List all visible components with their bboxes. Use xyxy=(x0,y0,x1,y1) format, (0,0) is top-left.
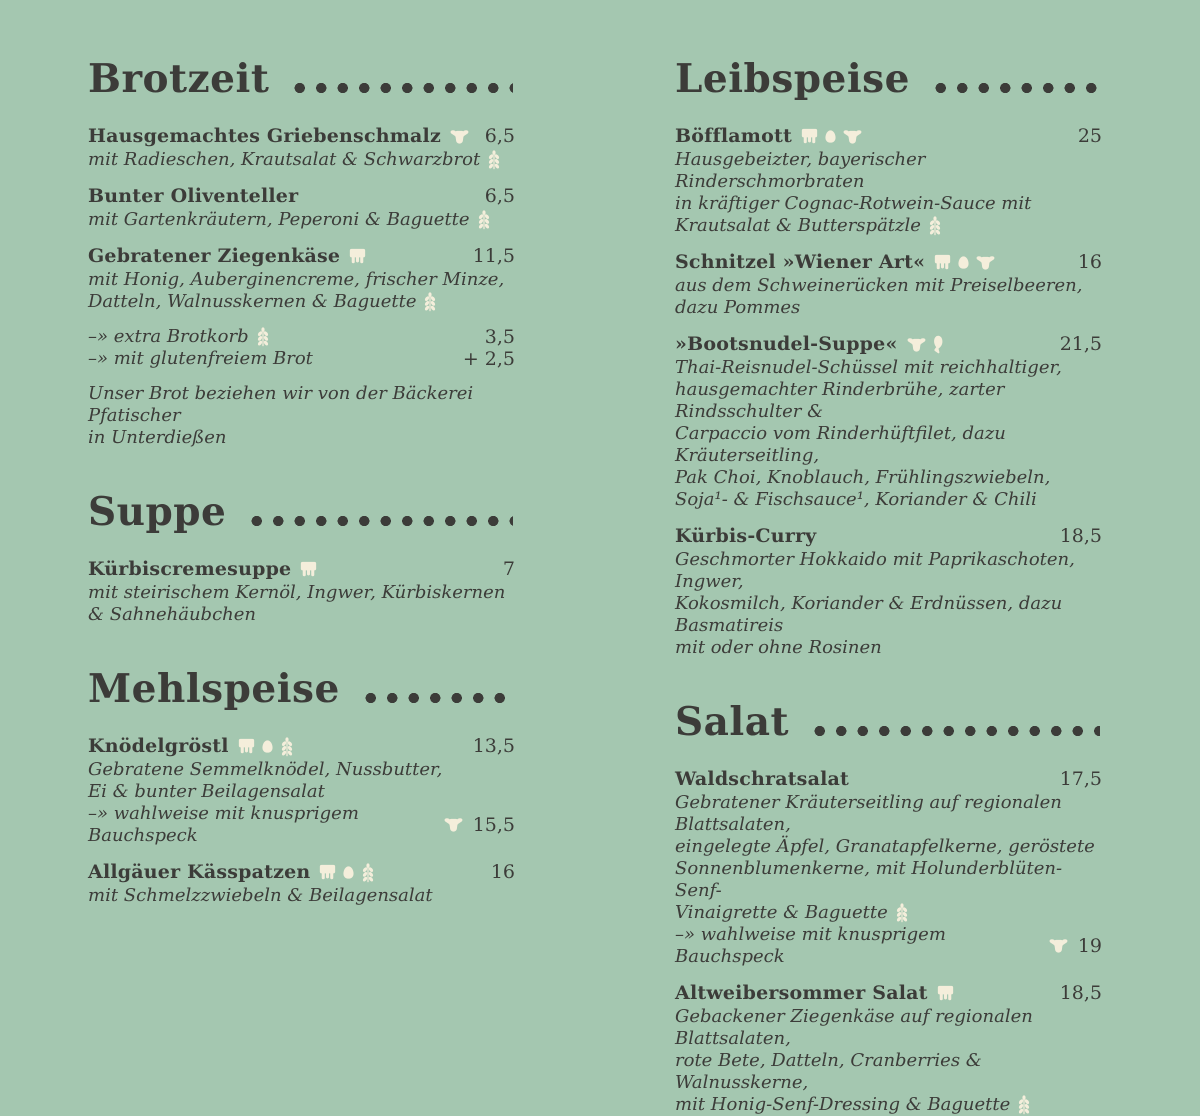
allergen-icons xyxy=(423,292,437,312)
item-description-line xyxy=(675,379,1102,423)
milk-icon xyxy=(801,128,818,145)
item-description-line xyxy=(675,593,1102,637)
menu-item xyxy=(675,767,1102,968)
menu-section xyxy=(675,56,1102,659)
description-text: Datteln, Walnusskernen & Baguette xyxy=(88,291,417,312)
item-price: 11,5 xyxy=(472,245,515,267)
menu-item xyxy=(88,860,515,907)
description-text: mit Honig, Auberginencreme, frischer Minze, xyxy=(88,269,505,290)
item-description-line xyxy=(675,193,1102,215)
description-text: hausgemachter Rinderbrühe, zarter Rindsschulter & xyxy=(675,379,1005,422)
item-price: 21,5 xyxy=(1059,333,1102,355)
item-description-line xyxy=(675,149,1102,193)
description-text: Krautsalat & Butterspätzle xyxy=(675,215,921,236)
item-description xyxy=(88,326,515,370)
item-description xyxy=(88,759,515,847)
item-description-line xyxy=(88,209,515,231)
description-text: –» extra Brotkorb xyxy=(88,326,249,347)
item-description-line xyxy=(675,836,1102,858)
dot-leader xyxy=(930,82,1100,94)
item-name: Hausgemachtes Griebenschmalz xyxy=(88,125,441,147)
description-text: –» wahlweise mit knusprigem Bauchspeck xyxy=(675,924,946,967)
cow-icon xyxy=(444,818,463,832)
milk-icon xyxy=(349,248,366,265)
section-header xyxy=(675,699,1102,745)
item-description xyxy=(675,275,1102,319)
item-description-line xyxy=(675,792,1102,836)
description-text: rote Bete, Datteln, Cranberries & Walnusskerne, xyxy=(675,1050,982,1093)
allergen-icons xyxy=(450,130,469,144)
description-text: mit Honig-Senf-Dressing & Baguette xyxy=(675,1094,1011,1115)
description-text: Soja¹- & Fischsauce¹, Koriander & Chili xyxy=(675,489,1037,510)
section-items xyxy=(88,124,515,449)
item-description-line xyxy=(675,858,1102,902)
section-title: Suppe xyxy=(88,489,227,535)
item-description-line xyxy=(675,549,1102,593)
item-description-line xyxy=(88,291,515,313)
item-description-line xyxy=(675,489,1102,511)
menu-item xyxy=(88,383,515,449)
egg-icon xyxy=(957,254,970,271)
item-title-row xyxy=(675,767,1102,792)
description-text: & Sahnehäubchen xyxy=(88,604,257,625)
section-header xyxy=(88,666,515,712)
milk-icon xyxy=(238,738,255,755)
wheat-icon xyxy=(928,216,942,236)
description-text: eingelegte Äpfel, Granatapfelkerne, geröstete xyxy=(675,836,1095,857)
description-text: –» mit glutenfreiem Brot xyxy=(88,348,313,369)
item-description xyxy=(675,549,1102,659)
description-text: Ei & bunter Beilagensalat xyxy=(88,781,325,802)
egg-icon xyxy=(342,864,355,881)
allergen-icons xyxy=(895,903,909,923)
item-description-line xyxy=(88,383,515,427)
item-price: 16 xyxy=(490,861,515,883)
description-text: mit steirischem Kernöl, Ingwer, Kürbiskernen xyxy=(88,582,506,603)
wheat-icon xyxy=(361,863,375,883)
item-title-row xyxy=(88,734,515,759)
menu-column-left xyxy=(88,56,515,913)
allergen-icons xyxy=(319,863,375,883)
dot-leader xyxy=(246,515,513,527)
item-description-line xyxy=(675,423,1102,467)
description-text: dazu Pommes xyxy=(675,297,801,318)
menu-item xyxy=(88,557,515,626)
item-price: 18,5 xyxy=(1059,525,1102,547)
item-title-row xyxy=(675,524,1102,549)
egg-icon xyxy=(261,738,274,755)
wheat-icon xyxy=(256,327,270,347)
option-price: 15,5 xyxy=(472,814,515,836)
item-description-line xyxy=(88,885,515,907)
item-description-line xyxy=(88,781,515,803)
item-description-line xyxy=(88,326,515,348)
menu-item xyxy=(675,524,1102,659)
item-description-line xyxy=(675,1094,1102,1116)
description-text: mit Gartenkräutern, Peperoni & Baguette xyxy=(88,209,470,230)
section-title: Salat xyxy=(675,699,790,745)
allergen-icons xyxy=(487,150,501,170)
menu-section xyxy=(88,56,515,449)
wheat-icon xyxy=(487,150,501,170)
option-price: + 2,5 xyxy=(462,348,515,370)
item-title-row xyxy=(675,124,1102,149)
item-description xyxy=(88,149,515,171)
item-description xyxy=(675,357,1102,511)
item-description xyxy=(88,209,515,231)
milk-icon xyxy=(319,864,336,881)
milk-icon xyxy=(934,254,951,271)
item-price: 6,5 xyxy=(484,185,515,207)
item-description-line xyxy=(675,467,1102,489)
item-name: Böfflamott xyxy=(675,125,792,147)
item-description-line xyxy=(88,604,515,626)
description-text: Gebratene Semmelknödel, Nussbutter, xyxy=(88,759,443,780)
description-text: mit Radieschen, Krautsalat & Schwarzbrot xyxy=(88,149,481,170)
section-title: Mehlspeise xyxy=(88,666,340,712)
description-text: Geschmorter Hokkaido mit Paprikaschoten, Ingwer, xyxy=(675,549,1075,592)
menu-item xyxy=(675,124,1102,237)
description-text: aus dem Schweinerücken mit Preiselbeeren, xyxy=(675,275,1083,296)
allergen-icons xyxy=(934,254,995,271)
allergen-icons xyxy=(238,737,294,757)
item-description-line xyxy=(88,427,515,449)
item-price: 13,5 xyxy=(472,735,515,757)
menu-item xyxy=(675,981,1102,1116)
item-price: 25 xyxy=(1077,125,1102,147)
item-name: Kürbiscremesuppe xyxy=(88,558,292,580)
section-items xyxy=(88,734,515,907)
item-title-row xyxy=(88,124,515,149)
item-description-line xyxy=(675,357,1102,379)
item-title-row xyxy=(88,860,515,885)
item-name: Gebratener Ziegenkäse xyxy=(88,245,341,267)
allergen-icons xyxy=(801,128,862,145)
item-description xyxy=(88,269,515,313)
option-price: 19 xyxy=(1077,935,1102,957)
allergen-icons xyxy=(907,335,944,354)
item-description-line xyxy=(675,1050,1102,1094)
milk-icon xyxy=(300,561,317,578)
allergen-icons xyxy=(256,327,270,347)
item-description-line xyxy=(675,215,1102,237)
item-title-row xyxy=(675,332,1102,357)
item-name: »Bootsnudel-Suppe« xyxy=(675,333,898,355)
item-title-row xyxy=(675,981,1102,1006)
item-description-line xyxy=(675,902,1102,924)
wheat-icon xyxy=(1017,1095,1031,1115)
description-text: Pak Choi, Knoblauch, Frühlingszwiebeln, xyxy=(675,467,1051,488)
menu-item xyxy=(88,244,515,313)
dot-leader xyxy=(360,692,513,704)
item-description-line xyxy=(88,759,515,781)
allergen-icons xyxy=(928,216,942,236)
section-header xyxy=(88,56,515,102)
item-name: Bunter Oliventeller xyxy=(88,185,299,207)
menu-section xyxy=(88,666,515,907)
menu-item xyxy=(88,184,515,231)
wheat-icon xyxy=(280,737,294,757)
item-title-row xyxy=(88,244,515,269)
item-price: 7 xyxy=(502,558,515,580)
dot-leader xyxy=(289,82,513,94)
menu-item xyxy=(675,250,1102,319)
description-text: in kräftiger Cognac-Rotwein-Sauce mit xyxy=(675,193,1032,214)
item-description-line xyxy=(88,582,515,604)
menu-item xyxy=(88,124,515,171)
description-text: Unser Brot beziehen wir von der Bäckerei Pfatischer xyxy=(88,383,474,426)
wheat-icon xyxy=(895,903,909,923)
item-description-line xyxy=(88,269,515,291)
item-description-line xyxy=(675,297,1102,319)
menu-item xyxy=(88,326,515,370)
item-description-line xyxy=(88,348,515,370)
allergen-icons xyxy=(349,248,366,265)
item-description-line xyxy=(675,1006,1102,1050)
menu-column-right xyxy=(675,56,1102,1115)
description-text: Vinaigrette & Baguette xyxy=(675,902,888,923)
item-description xyxy=(675,149,1102,237)
description-text: mit Schmelzzwiebeln & Beilagensalat xyxy=(88,885,433,906)
allergen-icons xyxy=(1017,1095,1031,1115)
item-description-line xyxy=(675,275,1102,297)
fish-icon xyxy=(932,335,944,354)
description-text: –» wahlweise mit knusprigem Bauchspeck xyxy=(88,803,359,846)
cow-icon xyxy=(976,256,995,270)
allergen-icons xyxy=(1049,939,1068,953)
milk-icon xyxy=(937,985,954,1002)
item-name: Knödelgröstl xyxy=(88,735,229,757)
menu-item xyxy=(675,332,1102,511)
item-price: 16 xyxy=(1077,251,1102,273)
item-description-line xyxy=(88,149,515,171)
description-text: Hausgebeizter, bayerischer Rinderschmorbraten xyxy=(675,149,926,192)
menu-section xyxy=(88,489,515,626)
description-text: Thai-Reisnudel-Schüssel mit reichhaltiger, xyxy=(675,357,1062,378)
description-text: Carpaccio vom Rinderhüftfilet, dazu Kräuterseitling, xyxy=(675,423,1006,466)
item-title-row xyxy=(88,557,515,582)
allergen-icons xyxy=(444,818,463,832)
item-description-line xyxy=(88,803,515,847)
item-title-row xyxy=(675,250,1102,275)
item-price: 6,5 xyxy=(484,125,515,147)
item-description xyxy=(675,792,1102,968)
description-text: Kokosmilch, Koriander & Erdnüssen, dazu Basmatireis xyxy=(675,593,1063,636)
cow-icon xyxy=(1049,939,1068,953)
menu-section xyxy=(675,699,1102,1116)
section-items xyxy=(675,124,1102,659)
section-title: Leibspeise xyxy=(675,56,910,102)
menu-item xyxy=(88,734,515,847)
wheat-icon xyxy=(423,292,437,312)
item-price: 17,5 xyxy=(1059,768,1102,790)
dot-leader xyxy=(809,725,1100,737)
item-description xyxy=(675,1006,1102,1116)
option-price: 3,5 xyxy=(484,326,515,348)
section-header xyxy=(675,56,1102,102)
cow-icon xyxy=(907,338,926,352)
allergen-icons xyxy=(300,561,317,578)
wheat-icon xyxy=(477,210,491,230)
description-text: Sonnenblumenkerne, mit Holunderblüten-Senf- xyxy=(675,858,1063,901)
item-name: Waldschratsalat xyxy=(675,768,849,790)
item-description-line xyxy=(675,924,1102,968)
item-price: 18,5 xyxy=(1059,982,1102,1004)
description-text: Gebackener Ziegenkäse auf regionalen Blattsalaten, xyxy=(675,1006,1033,1049)
item-description-line xyxy=(675,637,1102,659)
item-description xyxy=(88,885,515,907)
cow-icon xyxy=(843,130,862,144)
description-text: Gebratener Kräuterseitling auf regionalen Blattsalaten, xyxy=(675,792,1062,835)
item-description xyxy=(88,383,515,449)
item-name: Altweibersommer Salat xyxy=(675,982,928,1004)
cow-icon xyxy=(450,130,469,144)
section-items xyxy=(675,767,1102,1116)
item-name: Kürbis-Curry xyxy=(675,525,817,547)
item-description xyxy=(88,582,515,626)
item-name: Allgäuer Kässpatzen xyxy=(88,861,311,883)
item-name: Schnitzel »Wiener Art« xyxy=(675,251,926,273)
egg-icon xyxy=(824,128,837,145)
section-title: Brotzeit xyxy=(88,56,270,102)
item-title-row xyxy=(88,184,515,209)
description-text: mit oder ohne Rosinen xyxy=(675,637,882,658)
allergen-icons xyxy=(937,985,954,1002)
description-text: in Unterdießen xyxy=(88,427,227,448)
section-header xyxy=(88,489,515,535)
allergen-icons xyxy=(477,210,491,230)
section-items xyxy=(88,557,515,626)
